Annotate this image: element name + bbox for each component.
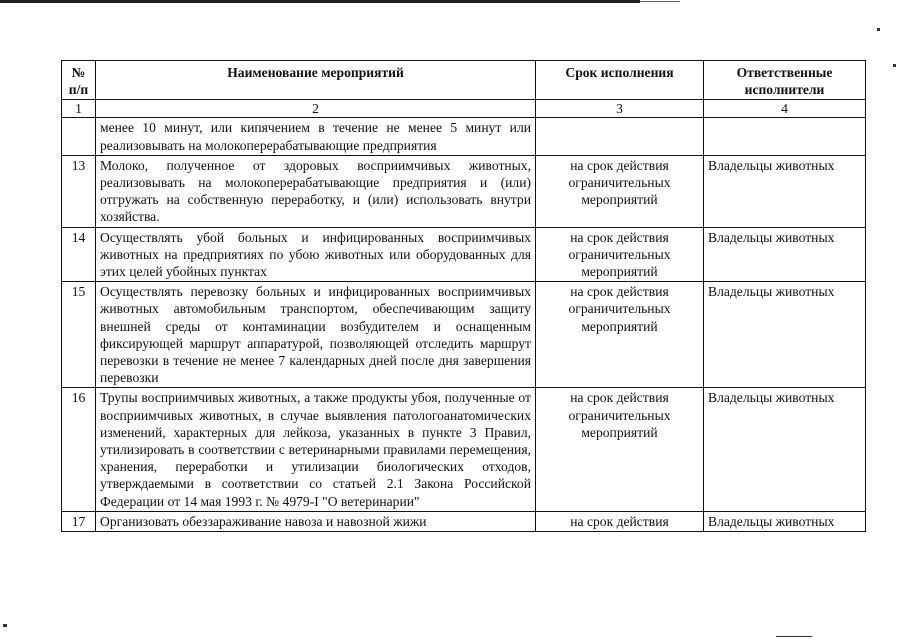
column-number: 1 bbox=[62, 100, 96, 118]
header-name: Наименование мероприятий bbox=[96, 61, 536, 100]
measure-responsible: Владельцы животных bbox=[704, 155, 866, 227]
row-number: 13 bbox=[62, 155, 96, 227]
top-scan-rule-thin bbox=[640, 1, 680, 2]
measures-table bbox=[61, 60, 866, 532]
table-row bbox=[62, 118, 866, 155]
measure-deadline: на срок действия ограничительных мероприятий bbox=[536, 155, 704, 227]
column-number: 3 bbox=[536, 100, 704, 118]
table-row bbox=[62, 511, 866, 531]
column-number: 2 bbox=[96, 100, 536, 118]
table-header-row bbox=[62, 61, 866, 100]
table-row bbox=[62, 227, 866, 282]
measure-deadline bbox=[536, 118, 704, 155]
row-number: 17 bbox=[62, 511, 96, 531]
row-number: 16 bbox=[62, 388, 96, 511]
measure-deadline: на срок действия bbox=[536, 511, 704, 531]
header-responsible: Ответственные исполнители bbox=[704, 61, 866, 100]
measure-deadline: на срок действия ограничительных мероприятий bbox=[536, 227, 704, 282]
table-row bbox=[62, 282, 866, 388]
measure-name: Трупы восприимчивых животных, а также продукты убоя, полученные от восприимчивых животных, в случае выявления патологоанатомических изменений, характерных для лейкоза, указанных в пункте 3 Правил, утилизировать в соответствии с ветеринарными правилами перемещения, хранения, переработки и утилизации биологических отходов, утверждаемыми в соответствии со статьей 2.1 Закона Российской Федерации от 14 мая 1993 г. № 4979-I "О ветеринарии" bbox=[96, 388, 536, 511]
measure-responsible: Владельцы животных bbox=[704, 511, 866, 531]
measure-responsible: Владельцы животных bbox=[704, 388, 866, 511]
scan-speck bbox=[776, 636, 812, 637]
measure-responsible bbox=[704, 118, 866, 155]
measure-responsible: Владельцы животных bbox=[704, 227, 866, 282]
scan-speck bbox=[877, 28, 880, 31]
measure-name: Молоко, полученное от здоровых восприимчивых животных, реализовывать на молокоперерабатывающие предприятия и (или) отгружать на собственную переработку, и (или) использовать внутри хозяйства. bbox=[96, 155, 536, 227]
top-scan-rule bbox=[0, 0, 640, 3]
row-number: 14 bbox=[62, 227, 96, 282]
measure-deadline: на срок действия ограничительных мероприятий bbox=[536, 388, 704, 511]
table-row bbox=[62, 155, 866, 227]
column-number-row bbox=[62, 100, 866, 118]
measure-name: Организовать обеззараживание навоза и навозной жижи bbox=[96, 511, 536, 531]
header-num: № п/п bbox=[62, 61, 96, 100]
table-row bbox=[62, 388, 866, 511]
column-number: 4 bbox=[704, 100, 866, 118]
measure-name: менее 10 минут, или кипячением в течение не менее 5 минут или реализовывать на молокоперерабатывающие предприятия bbox=[96, 118, 536, 155]
measure-name: Осуществлять убой больных и инфицированных восприимчивых животных на предприятиях по убою животных или оборудованных для этих целей убойных пунктах bbox=[96, 227, 536, 282]
row-number: 15 bbox=[62, 282, 96, 388]
measure-name: Осуществлять перевозку больных и инфицированных восприимчивых животных автомобильным транспортом, обеспечивающим защиту внешней среды от контаминации возбудителем и оснащенным фиксирующей маршрут аппаратурой, позволяющей отследить маршрут перевозки в течение не менее 7 календарных дней после дня завершения перевозки bbox=[96, 282, 536, 388]
measure-responsible: Владельцы животных bbox=[704, 282, 866, 388]
header-deadline: Срок исполнения bbox=[536, 61, 704, 100]
scan-speck bbox=[893, 64, 896, 67]
row-number bbox=[62, 118, 96, 155]
scan-speck bbox=[3, 624, 7, 627]
measure-deadline: на срок действия ограничительных мероприятий bbox=[536, 282, 704, 388]
